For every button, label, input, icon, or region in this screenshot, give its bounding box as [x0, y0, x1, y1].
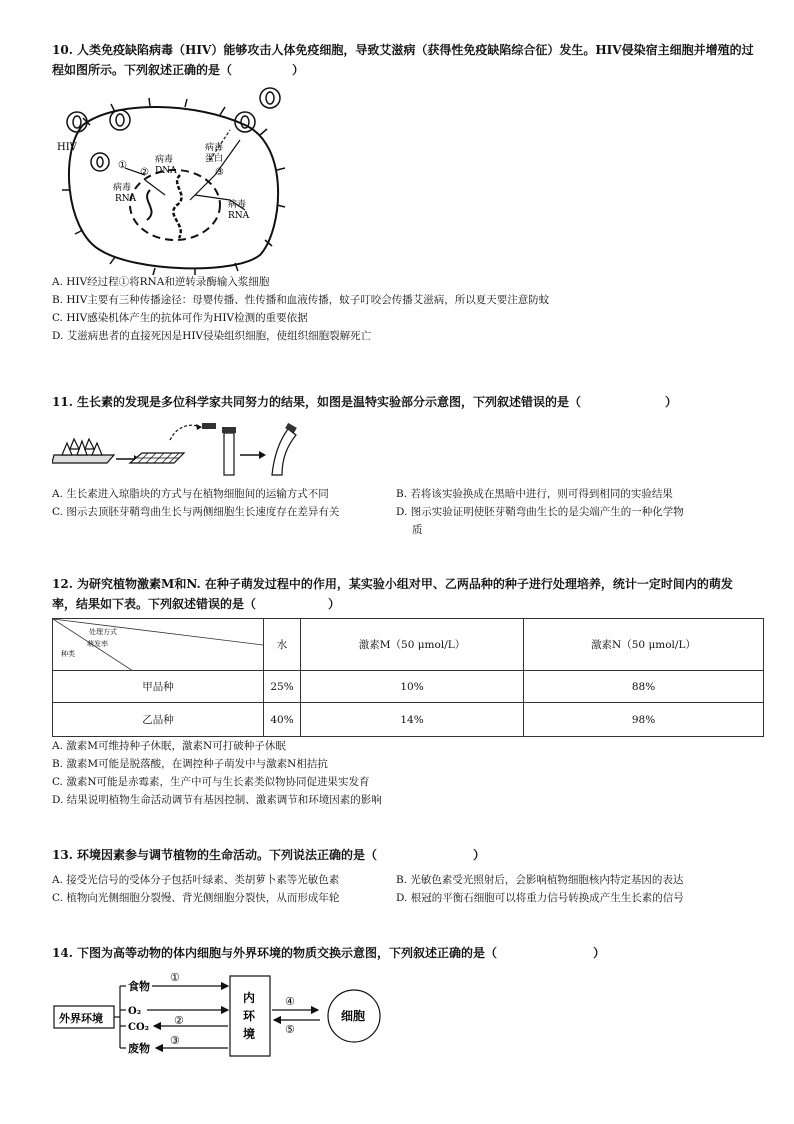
- n2-label: ②: [174, 1014, 184, 1027]
- corner-treatment: 处理方式: [89, 628, 117, 636]
- q12-option-b: B. 激素M可能是脱落酸，在调控种子萌发中与激素N相拮抗: [52, 758, 328, 770]
- q10-stem-line1: 10. 人类免疫缺陷病毒（HIV）能够攻击人体免疫细胞，导致艾滋病（获得性免疫缺陷综合征）发生。HIV侵染宿主细胞并增殖的过: [52, 43, 754, 57]
- n4-label: ④: [285, 995, 295, 1008]
- row-name: 乙品种: [53, 703, 264, 737]
- cell-value: 88%: [524, 671, 764, 703]
- co2-label: CO₂: [128, 1022, 150, 1033]
- q12-option-d: D. 结果说明植物生命活动调节有基因控制、激素调节和环境因素的影响: [52, 794, 382, 806]
- cell-value: 25%: [264, 671, 301, 703]
- q12-option-a: A. 激素M可维持种子休眠，激素N可打破种子休眠: [52, 740, 286, 752]
- corner-diagonals: [53, 619, 263, 671]
- step-3-label: ③: [215, 167, 224, 178]
- internal-label-1: 内: [243, 991, 256, 1005]
- outside-label: 外界环境: [59, 1012, 103, 1025]
- q13-stem: 13. 环境因素参与调节植物的生命活动。下列说法正确的是（ ）: [52, 848, 486, 862]
- material-exchange-diagram: [52, 966, 392, 1060]
- nucleus-outline: [130, 170, 220, 240]
- q13-option-c: C. 植物向光侧细胞分裂慢、背光侧细胞分裂快，从而形成年轮: [52, 892, 340, 904]
- q12-stem-line1: 12. 为研究植物激素M和N. 在种子萌发过程中的作用，某实验小组对甲、乙两品种的种子进行处理培养，统计一定时间内的萌发: [52, 577, 733, 591]
- q10-option-a: A. HIV经过程①将RNA和逆转录酶输入浆细胞: [52, 276, 270, 288]
- waste-label: 废物: [128, 1042, 150, 1055]
- q14-stem: 14. 下图为高等动物的体内细胞与外界环境的物质交换示意图，下列叙述正确的是（ ）: [52, 946, 606, 960]
- went-experiment-diagram: [52, 415, 302, 477]
- table-row: [53, 703, 764, 737]
- q12-option-c: C. 激素N可能是赤霉素，生产中可与生长素类似物协同促进果实发育: [52, 776, 370, 788]
- germination-table: [52, 618, 764, 737]
- virus-rna-label-1b: RNA: [115, 194, 137, 204]
- table-header-row: [53, 619, 764, 671]
- virus-protein-label-a: 病毒: [205, 143, 224, 153]
- food-label: 食物: [128, 980, 150, 993]
- q11-option-b: B. 若将该实验换成在黑暗中进行，则可得到相同的实验结果: [396, 488, 673, 500]
- hiv-infection-diagram: [55, 80, 295, 275]
- q12-stem-line2: 率，结果如下表。下列叙述错误的是（ ）: [52, 597, 341, 611]
- q10-option-b: B. HIV主要有三种传播途径：母婴传播、性传播和血液传播，蚊子叮咬会传播艾滋病，所以夏天要注意防蚊: [52, 294, 550, 306]
- internal-label-3: 境: [243, 1027, 256, 1041]
- q13-option-b: B. 光敏色素受光照射后，会影响植物细胞核内特定基因的表达: [396, 874, 684, 886]
- cell-label: 细胞: [341, 1009, 366, 1023]
- table-row: [53, 671, 764, 703]
- dna-strand: [173, 175, 181, 238]
- virus-rna-label-2a: 病毒: [228, 200, 247, 210]
- row-name: 甲品种: [53, 671, 264, 703]
- q13-option-a: A. 接受光信号的受体分子包括叶绿素、类胡萝卜素等光敏色素: [52, 874, 340, 886]
- q11-option-a: A. 生长素进入琼脂块的方式与在植物细胞间的运输方式不同: [52, 488, 329, 500]
- q10-option-d: D. 艾滋病患者的直接死因是HIV侵染组织细胞，使组织细胞裂解死亡: [52, 330, 372, 342]
- q11-option-d-line2: 质: [412, 524, 423, 536]
- table-corner-cell: [53, 619, 264, 671]
- hiv-virions: [67, 88, 280, 171]
- step-2-label: ②: [140, 167, 149, 178]
- q11-stem: 11. 生长素的发现是多位科学家共同努力的结果，如图是温特实验部分示意图，下列叙述错误的是（ ）: [52, 395, 678, 409]
- step-1-label: ①: [118, 160, 127, 171]
- cell-value: 98%: [524, 703, 764, 737]
- header-hormone-n: 激素N（50 μmol/L）: [524, 619, 764, 671]
- membrane-spikes: [62, 98, 285, 275]
- cell-value: 10%: [301, 671, 524, 703]
- hiv-label: HIV: [57, 142, 77, 153]
- corner-rate: 萌发率: [87, 640, 108, 648]
- n3-label: ③: [170, 1034, 180, 1047]
- virus-dna-label-b: DNA: [155, 166, 177, 176]
- internal-label-2: 环: [243, 1009, 256, 1023]
- header-water: 水: [264, 619, 301, 671]
- n1-label: ①: [170, 971, 180, 984]
- virus-protein-label-b: 蛋白: [205, 154, 224, 164]
- o2-label: O₂: [128, 1006, 142, 1017]
- virus-dna-label-a: 病毒: [155, 155, 174, 165]
- q10-stem-line2: 程如图所示。下列叙述正确的是（ ）: [52, 63, 305, 77]
- header-hormone-m: 激素M（50 μmol/L）: [301, 619, 524, 671]
- cell-value: 14%: [301, 703, 524, 737]
- q10-option-c: C. HIV感染机体产生的抗体可作为HIV检测的重要依据: [52, 312, 308, 324]
- q11-option-d-line1: D. 图示实验证明使胚芽鞘弯曲生长的是尖端产生的一种化学物: [396, 506, 684, 518]
- q11-option-c: C. 图示去顶胚芽鞘弯曲生长与两侧细胞生长速度存在差异有关: [52, 506, 340, 518]
- virus-rna-label-2b: RNA: [228, 211, 250, 221]
- corner-variety: 种类: [61, 650, 75, 658]
- q13-option-d: D. 根冠的平衡石细胞可以将重力信号转换成产生生长素的信号: [396, 892, 684, 904]
- cell-value: 40%: [264, 703, 301, 737]
- virus-rna-label-1a: 病毒: [113, 183, 132, 193]
- n5-label: ⑤: [285, 1023, 295, 1036]
